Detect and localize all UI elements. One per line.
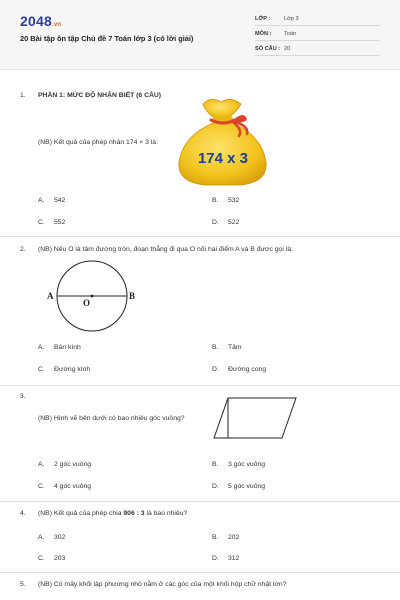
question-3-option-a[interactable]: A. 2 góc vuông: [38, 461, 92, 468]
question-5-text: (NB) Có mấy khối lập phương nhỏ nằm ở các góc của một khối hộp chữ nhật lớn?: [38, 581, 287, 588]
meta-count-label: SỐ CÂU :: [255, 46, 281, 52]
circle-diagram: [42, 258, 142, 334]
meta-class-value: Lớp 3: [284, 16, 299, 22]
question-2-option-d[interactable]: D. Đường cong: [212, 366, 267, 373]
question-2-number: 2.: [20, 246, 26, 253]
question-2-option-b[interactable]: B. Tâm: [212, 344, 242, 351]
divider: [0, 385, 400, 386]
money-bag-image: [175, 96, 270, 188]
meta-subject-label: MÔN :: [255, 31, 272, 37]
question-1-option-d[interactable]: D. 522: [212, 219, 240, 226]
point-b-label: B: [129, 291, 136, 301]
question-4-option-a[interactable]: A. 302: [38, 534, 66, 541]
document-title: 20 Bài tập ôn tập Chủ đề 7 Toán lớp 3 (có lời giải): [20, 34, 194, 43]
parallelogram-figure: [210, 396, 298, 440]
question-3-text: (NB) Hình vẽ bên dưới có bao nhiêu góc vuông?: [38, 415, 185, 422]
question-3-option-b[interactable]: B. 3 góc vuông: [212, 461, 266, 468]
logo-suffix: .vn: [51, 22, 62, 28]
question-1-option-a[interactable]: A. 542: [38, 197, 66, 204]
logo-main: 2048: [20, 13, 52, 29]
question-3-option-c[interactable]: C. 4 góc vuông: [38, 483, 92, 490]
question-2-option-a[interactable]: A. Bán kính: [38, 344, 81, 351]
question-4-option-c[interactable]: C. 203: [38, 555, 66, 562]
question-2-option-c[interactable]: C. Đường kính: [38, 366, 91, 373]
meta-class: [255, 15, 380, 26]
question-3-number: 3.: [20, 393, 26, 400]
section-number: 1.: [20, 92, 26, 99]
divider: [0, 236, 400, 237]
money-bag-text: 174 x 3: [197, 150, 249, 167]
meta-count: [255, 45, 380, 56]
divider: [0, 572, 400, 573]
point-o-label: O: [83, 298, 91, 308]
question-4-text: (NB) Kết quả của phép chia 906 : 3 là bao nhiêu?: [38, 510, 188, 517]
question-2-text: (NB) Nếu O là tâm đường tròn, đoạn thẳng đi qua O nối hai điểm A và B được gọi là:: [38, 246, 293, 253]
question-1-option-b[interactable]: B. 532: [212, 197, 240, 204]
meta-class-label: LỚP :: [255, 16, 271, 22]
meta-subject: [255, 30, 380, 41]
question-3-option-d[interactable]: D. 5 góc vuông: [212, 483, 266, 490]
question-1-text: (NB) Kết quả của phép nhân 174 × 3 là:: [38, 139, 158, 146]
meta-subject-value: Toán: [284, 31, 297, 37]
question-4-number: 4.: [20, 510, 26, 517]
divider: [0, 501, 400, 502]
site-logo[interactable]: [20, 13, 61, 29]
question-4-option-d[interactable]: D. 312: [212, 555, 240, 562]
question-4-option-b[interactable]: B. 202: [212, 534, 240, 541]
point-a-label: A: [47, 291, 54, 301]
document-header: [0, 0, 400, 70]
meta-count-value: 20: [284, 46, 291, 52]
question-1-option-c[interactable]: C. 552: [38, 219, 66, 226]
section-title: PHẦN 1: MỨC ĐỘ NHẬN BIẾT (6 CÂU): [38, 92, 162, 99]
question-5-number: 5.: [20, 581, 26, 588]
